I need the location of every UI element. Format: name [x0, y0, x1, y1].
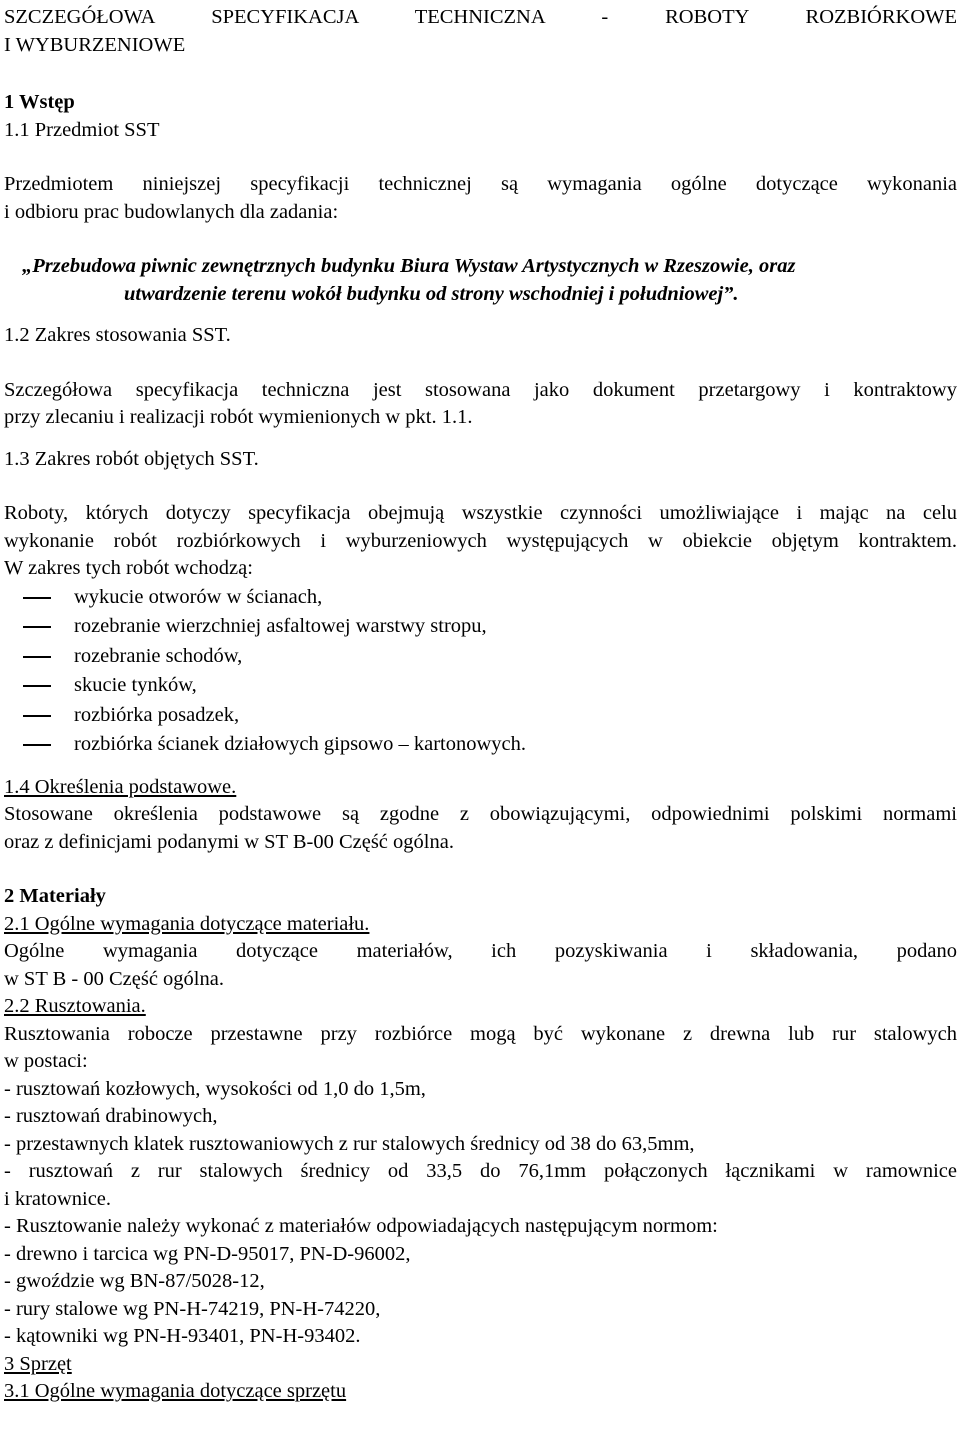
- paragraph-1-3-line-1: Roboty, których dotyczy specyfikacja obejmują wszystkie czynności umożliwiające i mając na celu: [4, 502, 957, 524]
- list-item: rozebranie schodów,: [4, 642, 957, 672]
- paragraph-2-2-line-1: Rusztowania robocze przestawne przy rozbiórce mogą być wykonane z drewna lub rur stalowych: [4, 1022, 957, 1045]
- project-title-line-2: utwardzenie terenu wokół budynku od strony wschodniej i południowej”.: [124, 282, 739, 305]
- subsection-2-2-heading: 2.2 Rusztowania.: [4, 995, 146, 1017]
- dash-bullet-icon: [23, 597, 51, 599]
- subsection-1-3-heading: 1.3 Zakres robót objętych SST.: [4, 447, 259, 470]
- scope-list: [4, 583, 957, 760]
- document-title-line-2: I WYBURZENIOWE: [4, 34, 186, 56]
- paragraph-1-3-line-2: wykonanie robót rozbiórkowych i wyburzeniowych występujących w obiekcie objętym kontraktem.: [4, 529, 957, 552]
- paragraph-2-1-line-2: w ST B - 00 Część ogólna.: [4, 967, 224, 990]
- subsection-1-4-heading: 1.4 Określenia podstawowe.: [4, 775, 237, 798]
- scaffold-pipes-line-2: i kratownice.: [4, 1187, 112, 1210]
- dash-bullet-icon: [23, 744, 51, 746]
- section-3-heading: 3 Sprzęt: [4, 1352, 72, 1375]
- scaffold-pipes-line-1: - rusztowań z rur stalowych średnicy od 33,5 do 76,1mm połączonych łącznikami w ramownice: [4, 1160, 957, 1182]
- dash-bullet-icon: [23, 715, 51, 717]
- paragraph-2-1-line-1: Ogólne wymagania dotyczące materiałów, ich pozyskiwania i składowania, podano: [4, 940, 957, 962]
- paragraph-1-1-line-1: Przedmiotem niniejszej specyfikacji technicznej są wymagania ogólne dotyczące wykonania: [4, 173, 957, 195]
- project-title-quote: [4, 253, 957, 308]
- paragraph-1-4-line-2: oraz z definicjami podanymi w ST B-00 Część ogólna.: [4, 830, 454, 853]
- document-title-line-1: SZCZEGÓŁOWA SPECYFIKACJA TECHNICZNA - ROBOTY ROZBIÓRKOWE: [4, 6, 957, 28]
- list-item: rozbiórka posadzek,: [4, 701, 957, 731]
- subsection-2-1-heading: 2.1 Ogólne wymagania dotyczące materiału.: [4, 912, 370, 935]
- scaffold-type-line: - rusztowań kozłowych, wysokości od 1,0 do 1,5m,: [4, 1077, 426, 1100]
- paragraph-1-2-line-1: Szczegółowa specyfikacja techniczna jest stosowana jako dokument przetargowy i kontraktowy: [4, 378, 957, 401]
- scaffold-type-line: - przestawnych klatek rusztowaniowych z rur stalowych średnicy od 38 do 63,5mm,: [4, 1132, 695, 1155]
- section-1-heading: 1 Wstęp: [4, 91, 75, 113]
- scaffold-type-line: - rusztowań drabinowych,: [4, 1105, 218, 1127]
- paragraph-1-3-line-3: W zakres tych robót wchodzą:: [4, 557, 253, 579]
- subsection-3-1-heading: 3.1 Ogólne wymagania dotyczące sprzętu: [4, 1380, 347, 1402]
- dash-bullet-icon: [23, 626, 51, 628]
- paragraph-1-1-line-2: i odbioru prac budowlanych dla zadania:: [4, 200, 339, 223]
- norm-line: - kątowniki wg PN-H-93401, PN-H-93402.: [4, 1325, 361, 1347]
- subsection-1-2-heading: 1.2 Zakres stosowania SST.: [4, 324, 231, 346]
- paragraph-1-2-line-2: przy zlecaniu i realizacji robót wymienionych w pkt. 1.1.: [4, 406, 473, 428]
- list-item: rozbiórka ścianek działowych gipsowo – kartonowych.: [4, 730, 957, 760]
- section-2-heading: 2 Materiały: [4, 885, 106, 907]
- subsection-1-1-heading: 1.1 Przedmiot SST: [4, 118, 160, 141]
- dash-bullet-icon: [23, 685, 51, 687]
- norm-line: - gwoździe wg BN-87/5028-12,: [4, 1270, 265, 1292]
- list-item: rozebranie wierzchniej asfaltowej warstwy stropu,: [4, 612, 957, 642]
- paragraph-1-4-line-1: Stosowane określenia podstawowe są zgodne z obowiązującymi, odpowiednimi polskimi normami: [4, 803, 957, 825]
- dash-bullet-icon: [23, 656, 51, 658]
- paragraph-2-2-line-2: w postaci:: [4, 1050, 88, 1072]
- project-title-line-1: „Przebudowa piwnic zewnętrznych budynku Biura Wystaw Artystycznych w Rzeszowie, oraz: [22, 255, 796, 277]
- norm-line: - Rusztowanie należy wykonać z materiałów odpowiadających następującym normom:: [4, 1215, 718, 1237]
- norm-line: - drewno i tarcica wg PN-D-95017, PN-D-96002,: [4, 1242, 411, 1265]
- list-item: skucie tynków,: [4, 671, 957, 701]
- list-item: wykucie otworów w ścianach,: [4, 583, 957, 613]
- norm-line: - rury stalowe wg PN-H-74219, PN-H-74220,: [4, 1297, 381, 1320]
